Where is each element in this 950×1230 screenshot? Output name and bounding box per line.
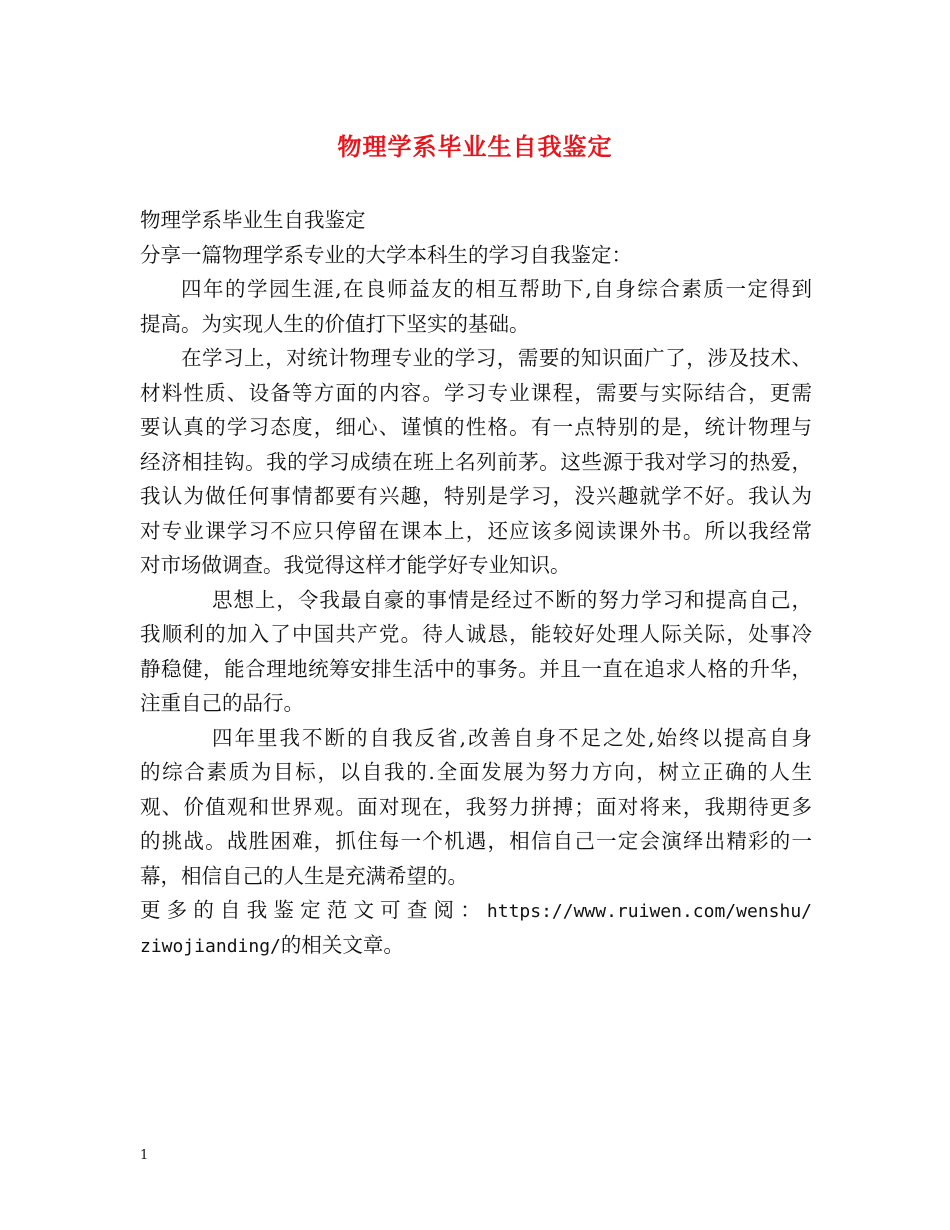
paragraph-2-line-5: 我认为做任何事情都要有兴趣，特别是学习，没兴趣就学不好。我认为 <box>140 484 812 508</box>
paragraph-2-line-2: 材料性质、设备等方面的内容。学习专业课程，需要与实际结合，更需 <box>140 380 812 405</box>
paragraph-3-line-3: 静稳健，能合理地统筹安排生活中的事务。并且一直在追求人格的升华， <box>140 656 812 681</box>
paragraph-3-line-2: 我顺利的加入了中国共产党。待人诚恳，能较好处理人际关际，处事冷 <box>140 622 812 646</box>
paragraph-1-line-2: 提高。为实现人生的价值打下坚实的基础。 <box>140 311 530 336</box>
page-number: 1 <box>140 1148 149 1163</box>
more-info-line-2 <box>140 928 812 963</box>
paragraph-2-line-6: 对专业课学习不应只停留在课本上，还应该多阅读课外书。所以我经常 <box>140 518 812 543</box>
body-line-intro: 分享一篇物理学系专业的大学本科生的学习自我鉴定： <box>140 242 632 267</box>
paragraph-4-line-1: 四年里我不断的自我反省,改善自身不足之处,始终以提高自身 <box>212 725 812 750</box>
more-info-line-1 <box>140 893 812 928</box>
paragraph-2-line-7: 对市场做调查。我觉得这样才能学好专业知识。 <box>140 553 571 577</box>
paragraph-2-line-4: 经济相挂钩。我的学习成绩在班上名列前茅。这些源于我对学习的热爱， <box>140 449 812 474</box>
paragraph-4-line-3: 观、价值观和世界观。面对现在，我努力拼搏；面对将来，我期待更多 <box>140 794 812 819</box>
body-line-subtitle: 物理学系毕业生自我鉴定 <box>140 208 366 232</box>
document-body <box>140 203 812 962</box>
more-info-suffix: 的相关文章。 <box>280 932 404 957</box>
paragraph-2-line-1: 在学习上，对统计物理专业的学习，需要的知识面广了，涉及技术、 <box>181 346 812 370</box>
paragraph-4-line-2: 的综合素质为目标，以自我的.全面发展为努力方向，树立正确的人生 <box>140 760 812 784</box>
more-info-url-part1[interactable]: https://www.ruiwen.com/wenshu/ <box>486 901 812 922</box>
paragraph-2-line-3: 要认真的学习态度，细心、谨慎的性格。有一点特别的是，统计物理与 <box>140 415 812 439</box>
document-title: 物理学系毕业生自我鉴定 <box>337 133 613 161</box>
paragraph-1-line-1: 四年的学园生涯,在良师益友的相互帮助下,自身综合素质一定得到 <box>181 277 812 301</box>
paragraph-3-line-1: 思想上，令我最自豪的事情是经过不断的努力学习和提高自己， <box>212 587 812 612</box>
more-info-prefix: 更多的自我鉴定范文可查阅： <box>140 898 487 922</box>
paragraph-3-line-4: 注重自己的品行。 <box>140 691 304 715</box>
paragraph-4-line-5: 幕，相信自己的人生是充满希望的。 <box>140 863 468 888</box>
more-info-url-part2[interactable]: ziwojianding/ <box>140 935 281 957</box>
paragraph-4-line-4: 的挑战。战胜困难，抓住每一个机遇，相信自己一定会演绎出精彩的一 <box>140 829 812 853</box>
